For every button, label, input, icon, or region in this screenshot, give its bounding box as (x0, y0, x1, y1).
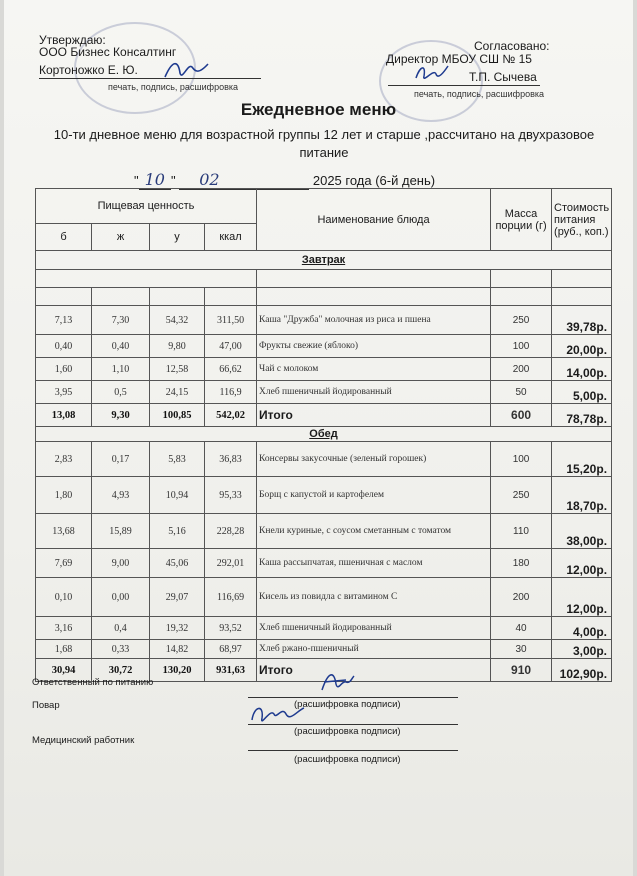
cell-kcal: 292,01 (205, 549, 257, 578)
cell-kcal: 311,50 (205, 306, 257, 335)
breakfast-total-row (36, 404, 612, 427)
cell-kcal: 47,00 (205, 335, 257, 358)
cell-b: 3,95 (36, 381, 92, 404)
table-row (36, 477, 612, 514)
cell-u: 54,32 (150, 306, 205, 335)
cell-cost: 3,00р. (552, 640, 612, 659)
cell-kcal: 66,62 (205, 358, 257, 381)
table-row (36, 578, 612, 617)
cell-b: 3,16 (36, 617, 92, 640)
agree-name: Т.П. Сычева (469, 70, 537, 84)
document-title: Ежедневное меню (240, 100, 397, 119)
nutrition-header: Пищевая ценность (36, 189, 257, 224)
total-label: Итого (257, 404, 491, 427)
cell-b: 1,68 (36, 640, 92, 659)
cell-u: 12,58 (150, 358, 205, 381)
breakfast-rows (36, 306, 612, 427)
cell-mass: 250 (491, 306, 552, 335)
table-row (36, 381, 612, 404)
cell-mass: 110 (491, 514, 552, 549)
cook-caption: (расшифровка подписи) (294, 726, 401, 737)
total-b: 30,94 (36, 659, 92, 682)
cell-cost: 14,00р. (552, 358, 612, 381)
table-row (36, 617, 612, 640)
approve-signature (162, 55, 212, 85)
total-cost: 78,78р. (552, 404, 612, 427)
agree-caption: печать, подпись, расшифровка (414, 89, 545, 99)
cell-mass: 180 (491, 549, 552, 578)
table-row (36, 358, 612, 381)
cell-zh: 1,10 (92, 358, 150, 381)
total-zh: 9,30 (92, 404, 150, 427)
cell-kcal: 116,69 (205, 578, 257, 617)
sub-header-b: б (36, 224, 92, 251)
cell-dish: Кисель из повидла с витамином С (257, 578, 491, 617)
responsible-signature (316, 668, 356, 696)
cell-dish: Борщ с капустой и картофелем (257, 477, 491, 514)
cell-u: 9,80 (150, 335, 205, 358)
sub-header-kcal: ккал (205, 224, 257, 251)
agree-line (388, 85, 540, 86)
cell-u: 14,82 (150, 640, 205, 659)
cell-u: 5,16 (150, 514, 205, 549)
menu-document (4, 0, 633, 876)
cell-cost: 4,00р. (552, 617, 612, 640)
cook-label: Повар (32, 700, 60, 711)
dish-header: Наименование блюда (257, 189, 491, 251)
cell-kcal: 95,33 (205, 477, 257, 514)
date-quote-open: " (134, 173, 139, 188)
cell-mass: 100 (491, 335, 552, 358)
medic-line (248, 750, 458, 751)
agree-signature (412, 58, 452, 88)
cell-u: 29,07 (150, 578, 205, 617)
total-u: 130,20 (150, 659, 205, 682)
cell-mass: 250 (491, 477, 552, 514)
cell-cost: 38,00р. (552, 514, 612, 549)
mass-header: Масса порции (г) (491, 189, 552, 251)
responsible-caption: (расшифровка подписи) (294, 699, 401, 710)
lunch-label: Обед (36, 427, 612, 442)
cell-u: 19,32 (150, 617, 205, 640)
cook-signature (248, 700, 308, 732)
sub-header-u: у (150, 224, 205, 251)
responsible-line (248, 697, 458, 698)
cell-cost: 12,00р. (552, 549, 612, 578)
sub-header-zh: ж (92, 224, 150, 251)
total-cost: 102,90р. (552, 659, 612, 682)
medic-caption: (расшифровка подписи) (294, 754, 401, 765)
cell-mass: 30 (491, 640, 552, 659)
cell-mass: 200 (491, 358, 552, 381)
cell-b: 0,10 (36, 578, 92, 617)
cell-dish: Консервы закусочные (зеленый горошек) (257, 442, 491, 477)
cell-u: 10,94 (150, 477, 205, 514)
date-day: 10 (139, 170, 171, 190)
date-month: 02 (179, 170, 309, 190)
menu-table (35, 188, 612, 682)
document-date (134, 170, 435, 190)
table-row (36, 306, 612, 335)
cell-b: 1,60 (36, 358, 92, 381)
table-row (36, 442, 612, 477)
cell-kcal: 116,9 (205, 381, 257, 404)
total-kcal: 542,02 (205, 404, 257, 427)
date-tail: 2025 года (6-й день) (312, 173, 436, 188)
approve-title: Утверждаю: (39, 33, 106, 47)
total-mass: 600 (491, 404, 552, 427)
cell-u: 24,15 (150, 381, 205, 404)
cell-cost: 12,00р. (552, 578, 612, 617)
table-row (36, 549, 612, 578)
cell-u: 5,83 (150, 442, 205, 477)
cell-cost: 18,70р. (552, 477, 612, 514)
cell-dish: Фрукты свежие (яблоко) (257, 335, 491, 358)
spacer-row (36, 270, 612, 288)
table-row (36, 514, 612, 549)
cell-b: 7,69 (36, 549, 92, 578)
approve-caption: печать, подпись, расшифровка (108, 82, 239, 92)
cell-zh: 0,33 (92, 640, 150, 659)
spacer-row (36, 288, 612, 306)
cell-zh: 0,40 (92, 335, 150, 358)
total-u: 100,85 (150, 404, 205, 427)
cell-zh: 0,4 (92, 617, 150, 640)
cell-mass: 200 (491, 578, 552, 617)
cell-dish: Хлеб пшеничный йодированный (257, 617, 491, 640)
cell-zh: 0,17 (92, 442, 150, 477)
breakfast-label: Завтрак (36, 251, 612, 270)
cell-kcal: 36,83 (205, 442, 257, 477)
cell-mass: 100 (491, 442, 552, 477)
cell-cost: 5,00р. (552, 381, 612, 404)
responsible-label: Ответственный по питанию (32, 677, 154, 688)
agree-title: Согласовано: (474, 39, 550, 53)
cell-b: 1,80 (36, 477, 92, 514)
header-row (36, 189, 612, 224)
cell-dish: Кнели куриные, с соусом сметанным с томатом (257, 514, 491, 549)
date-quote-close: " (170, 173, 176, 188)
total-label: Итого (257, 659, 491, 682)
cell-dish: Хлеб ржано-пшеничный (257, 640, 491, 659)
cell-zh: 7,30 (92, 306, 150, 335)
cell-dish: Каша "Дружба" молочная из риса и пшена (257, 306, 491, 335)
cell-zh: 15,89 (92, 514, 150, 549)
cell-cost: 20,00р. (552, 335, 612, 358)
cell-b: 7,13 (36, 306, 92, 335)
cell-kcal: 93,52 (205, 617, 257, 640)
breakfast-section-row (36, 251, 612, 270)
table-row (36, 335, 612, 358)
total-zh: 30,72 (92, 659, 150, 682)
total-kcal: 931,63 (205, 659, 257, 682)
cell-kcal: 228,28 (205, 514, 257, 549)
cell-zh: 0,00 (92, 578, 150, 617)
cell-dish: Хлеб пшеничный йодированный (257, 381, 491, 404)
cell-b: 0,40 (36, 335, 92, 358)
approve-name: Кортоножко Е. Ю. (39, 63, 138, 77)
lunch-rows (36, 442, 612, 682)
cell-cost: 15,20р. (552, 442, 612, 477)
cell-u: 45,06 (150, 549, 205, 578)
cell-b: 13,68 (36, 514, 92, 549)
cell-zh: 4,93 (92, 477, 150, 514)
cell-zh: 9,00 (92, 549, 150, 578)
cell-mass: 40 (491, 617, 552, 640)
cell-kcal: 68,97 (205, 640, 257, 659)
total-mass: 910 (491, 659, 552, 682)
cell-b: 2,83 (36, 442, 92, 477)
medic-label: Медицинский работник (32, 735, 135, 746)
cell-zh: 0,5 (92, 381, 150, 404)
approve-line (39, 78, 261, 79)
table-row (36, 640, 612, 659)
total-b: 13,08 (36, 404, 92, 427)
document-subtitle: 10-ти дневное меню для возрастной группы 12 лет и старше ,рассчитано на двухразовое питание (53, 127, 595, 160)
cell-dish: Чай с молоком (257, 358, 491, 381)
cell-dish: Каша рассыпчатая, пшеничная с маслом (257, 549, 491, 578)
lunch-section-row (36, 427, 612, 442)
agree-position: Директор МБОУ СШ № 15 (386, 52, 532, 66)
cost-header: Стоимость питания (руб., коп.) (552, 189, 612, 251)
cell-cost: 39,78р. (552, 306, 612, 335)
approve-org: ООО Бизнес Консалтинг (39, 45, 177, 59)
cell-mass: 50 (491, 381, 552, 404)
